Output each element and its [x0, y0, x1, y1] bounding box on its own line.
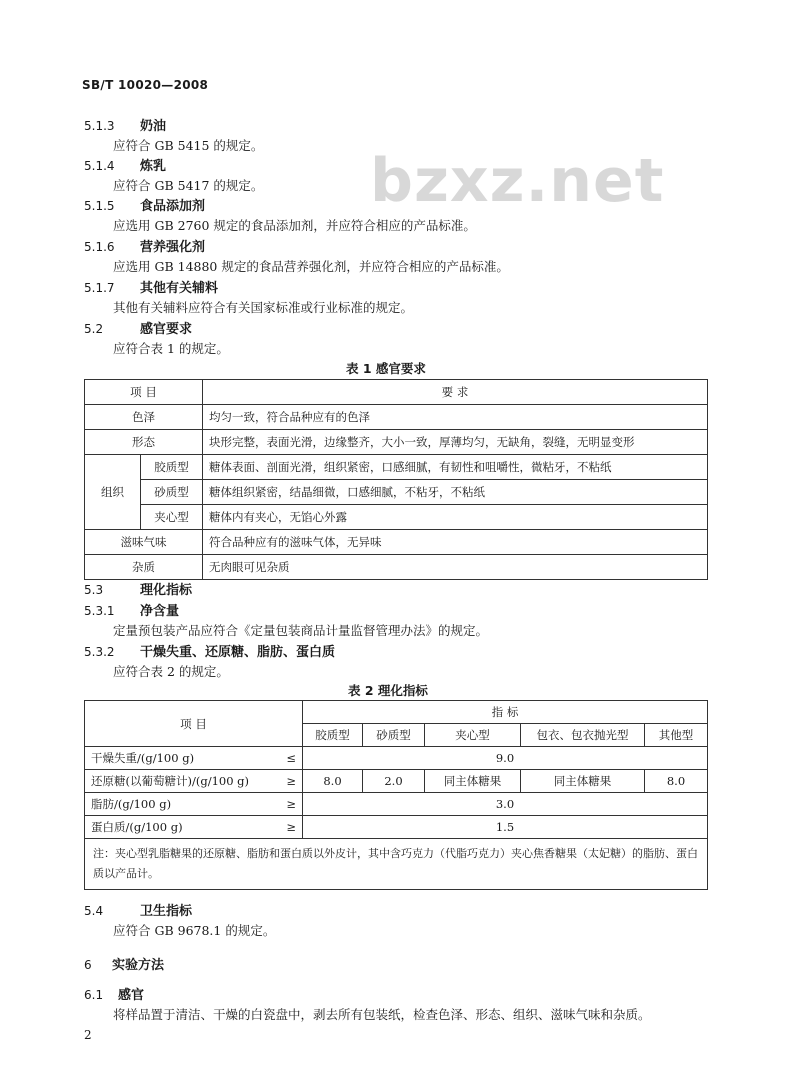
section-5-4-body: 应符合 GB 9678.1 的规定。 [113, 923, 276, 938]
watermark: bzxz.net [370, 146, 665, 216]
table1-label-impurity: 杂质 [85, 555, 203, 580]
table2-label-protein: 蛋白质/(g/100 g) [85, 816, 271, 839]
page-number: 2 [84, 1028, 92, 1042]
table1-sublabel-sandy: 砂质型 [141, 480, 203, 505]
table2-rel-moisture: ≤ [271, 747, 303, 770]
table2-value-reducing-sugar-gel: 8.0 [303, 770, 363, 793]
section-5-2-body: 应符合表 1 的规定。 [113, 341, 229, 356]
table2-value-reducing-sugar-filled: 同主体糖果 [425, 770, 521, 793]
section-5-1-4-heading: 5.1.4 炼乳 [84, 159, 167, 174]
table1-label-tissue: 组织 [85, 455, 141, 530]
table1-label-shape: 形态 [85, 430, 203, 455]
table1-sublabel-gel: 胶质型 [141, 455, 203, 480]
table2-subheader-filled: 夹心型 [425, 724, 521, 747]
table1-caption: 表 1 感官要求 [346, 361, 426, 376]
section-5-4-heading: 5.4 卫生指标 [84, 904, 193, 919]
section-5-1-7-body: 其他有关辅料应符合有关国家标准或行业标准的规定。 [113, 300, 414, 315]
table2-value-reducing-sugar-other: 8.0 [645, 770, 708, 793]
table2-caption: 表 2 理化指标 [348, 683, 428, 698]
section-5-1-4-body: 应符合 GB 5417 的规定。 [113, 178, 264, 193]
table2-subheader-sandy: 砂质型 [363, 724, 425, 747]
table2-rel-fat: ≥ [271, 793, 303, 816]
table1-label-taste: 滋味气味 [85, 530, 203, 555]
section-5-3-1-heading: 5.3.1 净含量 [84, 604, 180, 619]
table2-label-reducing-sugar: 还原糖(以葡萄糖计)/(g/100 g) [85, 770, 271, 793]
section-5-1-5-body: 应选用 GB 2760 规定的食品添加剂，并应符合相应的产品标准。 [113, 218, 476, 233]
table2-header-index: 指 标 [303, 701, 708, 724]
table2-value-reducing-sugar-coated: 同主体糖果 [521, 770, 645, 793]
table1-header-item: 项 目 [85, 380, 203, 405]
section-5-3-2-body: 应符合表 2 的规定。 [113, 664, 229, 679]
table2-label-fat: 脂肪/(g/100 g) [85, 793, 271, 816]
table1-value-color: 均匀一致，符合品种应有的色泽 [203, 405, 708, 430]
table1-label-color: 色泽 [85, 405, 203, 430]
table2-value-moisture: 9.0 [303, 747, 708, 770]
section-5-1-6-heading: 5.1.6 营养强化剂 [84, 240, 206, 255]
section-5-3-2-heading: 5.3.2 干燥失重、还原糖、脂肪、蛋白质 [84, 645, 336, 660]
table2-value-protein: 1.5 [303, 816, 708, 839]
section-5-1-6-body: 应选用 GB 14880 规定的食品营养强化剂，并应符合相应的产品标准。 [113, 259, 509, 274]
section-5-3-heading: 5.3 理化指标 [84, 583, 193, 598]
table2-value-reducing-sugar-sandy: 2.0 [363, 770, 425, 793]
table1-value-sandy: 糖体组织紧密，结晶细微，口感细腻，不粘牙，不粘纸 [203, 480, 708, 505]
table2-header-item: 项 目 [85, 701, 303, 747]
table2-physicochemical [84, 700, 708, 890]
section-6-1-heading: 6.1 感官 [84, 988, 145, 1003]
table1-value-shape: 块形完整，表面光滑，边缘整齐，大小一致，厚薄均匀，无缺角，裂缝，无明显变形 [203, 430, 708, 455]
section-5-1-3-body: 应符合 GB 5415 的规定。 [113, 138, 264, 153]
table1-value-taste: 符合品种应有的滋味气体，无异味 [203, 530, 708, 555]
section-5-1-7-heading: 5.1.7 其他有关辅料 [84, 281, 219, 296]
table2-rel-protein: ≥ [271, 816, 303, 839]
section-5-1-3-heading: 5.1.3 奶油 [84, 119, 167, 134]
table1-sensory [84, 379, 708, 580]
table2-label-moisture: 干燥失重/(g/100 g) [85, 747, 271, 770]
section-5-1-5-heading: 5.1.5 食品添加剂 [84, 199, 206, 214]
standard-code: SB/T 10020—2008 [82, 78, 209, 92]
section-5-3-1-body: 定量预包装产品应符合《定量包装商品计量监督管理办法》的规定。 [113, 623, 489, 638]
table1-value-impurity: 无肉眼可见杂质 [203, 555, 708, 580]
table2-subheader-coated: 包衣、包衣抛光型 [521, 724, 645, 747]
section-6-1-body: 将样品置于清洁、干燥的白瓷盘中，剥去所有包装纸，检查色泽、形态、组织、滋味气味和杂质。 [113, 1007, 651, 1022]
table2-subheader-gel: 胶质型 [303, 724, 363, 747]
table2-note: 注：夹心型乳脂糖果的还原糖、脂肪和蛋白质以外皮计，其中含巧克力（代脂巧克力）夹心焦香糖果（太妃糖）的脂肪、蛋白质以产品计。 [85, 839, 708, 890]
table2-value-fat: 3.0 [303, 793, 708, 816]
table1-header-requirement: 要 求 [203, 380, 708, 405]
table1-sublabel-filled: 夹心型 [141, 505, 203, 530]
table2-rel-reducing-sugar: ≥ [271, 770, 303, 793]
table1-value-filled: 糖体内有夹心，无馅心外露 [203, 505, 708, 530]
table2-subheader-other: 其他型 [645, 724, 708, 747]
table1-value-gel: 糖体表面、剖面光滑，组织紧密，口感细腻，有韧性和咀嚼性，微粘牙，不粘纸 [203, 455, 708, 480]
section-5-2-heading: 5.2 感官要求 [84, 322, 193, 337]
section-6-heading: 6 实验方法 [84, 958, 165, 973]
